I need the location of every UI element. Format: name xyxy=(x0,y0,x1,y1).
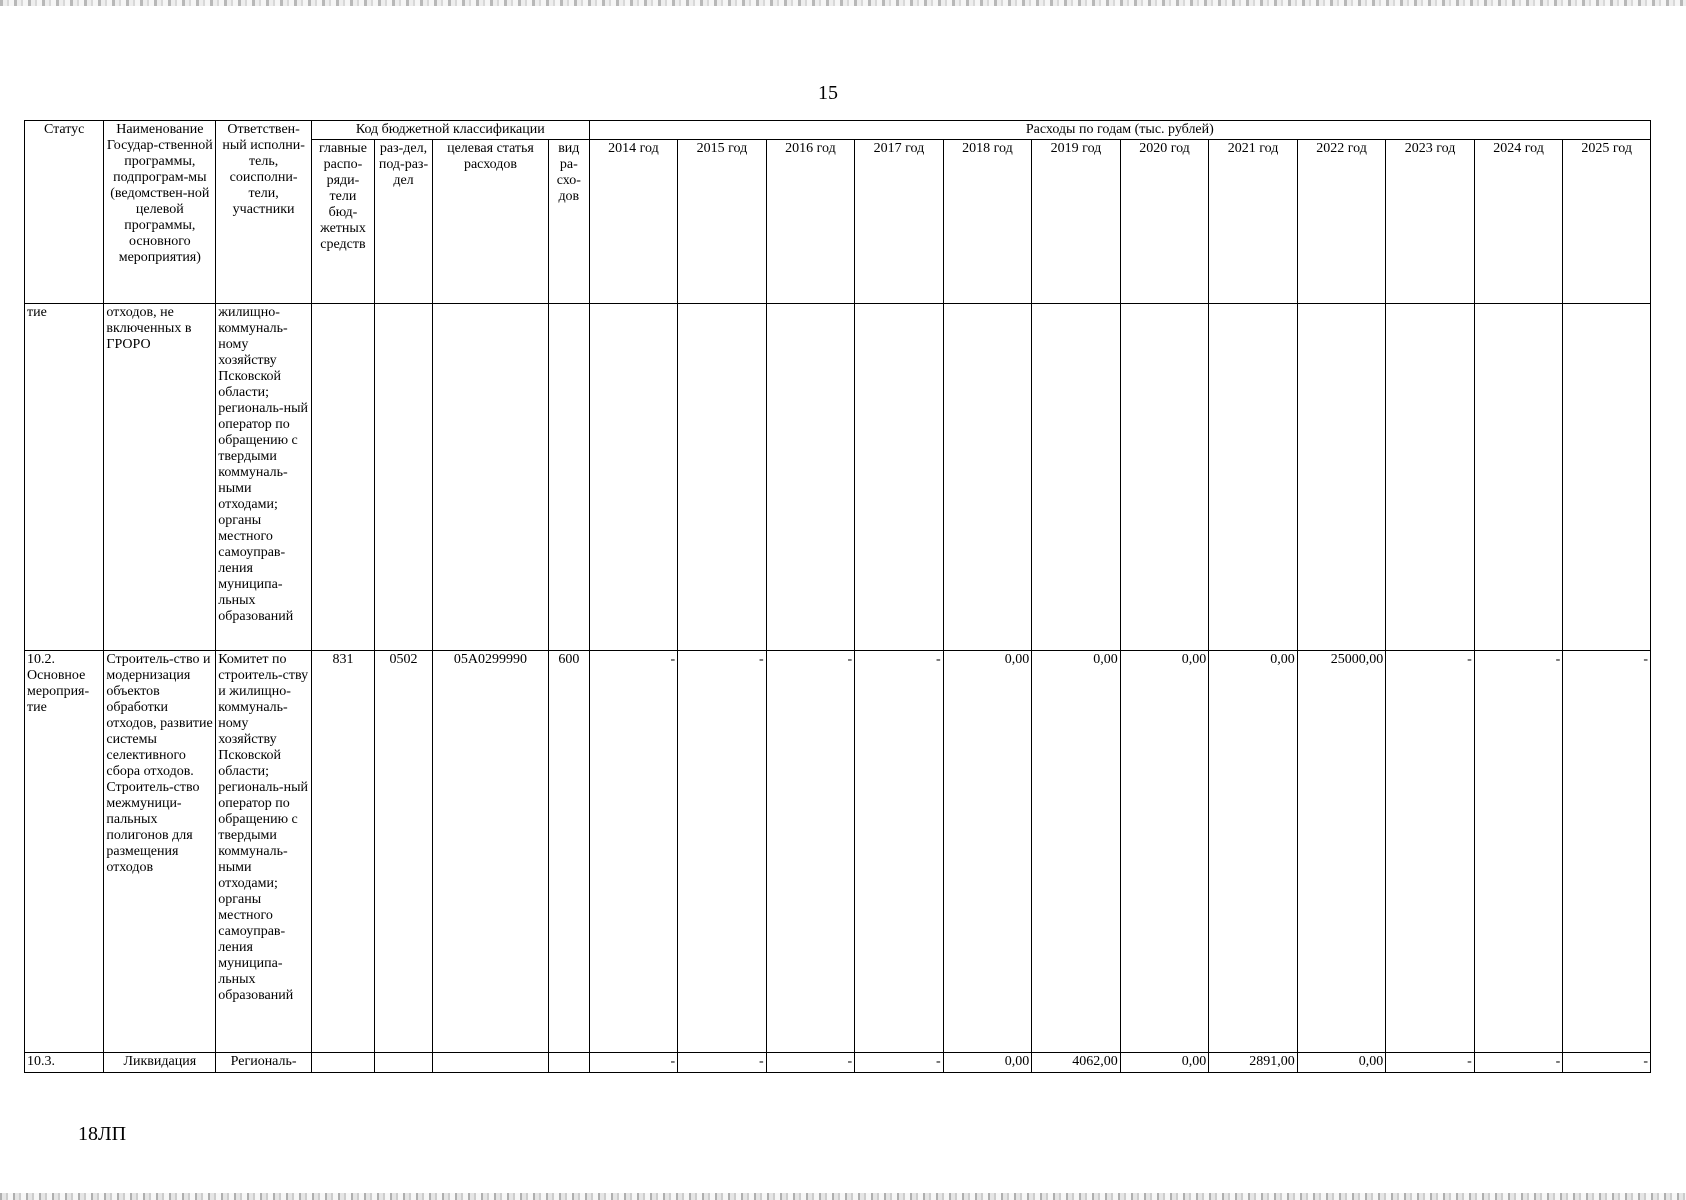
header-year: 2025 год xyxy=(1563,140,1651,304)
table-row xyxy=(25,304,1651,651)
header-year: 2019 год xyxy=(1032,140,1121,304)
header-year: 2024 год xyxy=(1474,140,1563,304)
header-grbs: главные распо-ряди-тели бюд-жетных средств xyxy=(311,140,374,304)
cell-value: - xyxy=(1386,1053,1475,1073)
header-target: целевая статья расходов xyxy=(432,140,548,304)
cell-value: - xyxy=(1563,651,1651,1053)
cell-status: тие xyxy=(25,304,104,651)
header-status: Статус xyxy=(25,121,104,304)
cell-status: 10.2. Основное мероприя-тие xyxy=(25,651,104,1053)
cell-value: - xyxy=(589,1053,678,1073)
header-year: 2021 год xyxy=(1209,140,1298,304)
cell-value: - xyxy=(1474,651,1563,1053)
cell-expense-type: 600 xyxy=(548,651,589,1053)
cell-value: 2891,00 xyxy=(1209,1053,1298,1073)
cell-name: Строитель-ство и модернизация объектов обработки отходов, развитие системы селективного сбора отходов. Строитель-ство межмуници-пальных полигонов для размещения отходов xyxy=(104,651,216,1053)
cell-name: Ликвидация xyxy=(104,1053,216,1073)
cell-value: - xyxy=(1474,1053,1563,1073)
cell-value: - xyxy=(1563,1053,1651,1073)
cell-value xyxy=(1297,304,1386,651)
footer-code: 18ЛП xyxy=(78,1123,127,1145)
cell-value xyxy=(1474,304,1563,651)
cell-value: 0,00 xyxy=(943,651,1032,1053)
cell-grbs xyxy=(311,304,374,651)
cell-grbs: 831 xyxy=(311,651,374,1053)
cell-value xyxy=(678,304,767,651)
header-year: 2017 год xyxy=(855,140,944,304)
header-year: 2022 год xyxy=(1297,140,1386,304)
budget-table xyxy=(24,120,1651,1073)
cell-expense-type xyxy=(548,304,589,651)
header-expense-type: вид ра-схо-дов xyxy=(548,140,589,304)
cell-section xyxy=(375,1053,433,1073)
cell-value xyxy=(1563,304,1651,651)
cell-value: 0,00 xyxy=(1120,1053,1209,1073)
header-row-1 xyxy=(25,121,1651,140)
cell-value: - xyxy=(1386,651,1475,1053)
cell-executor: Комитет по строитель-ству и жилищно-коммуналь-ному хозяйству Псковской области; региональ-ный оператор по обращению с твердыми коммуналь-ными отходами; органы местного самоуправ-ления муниципа-льных образований xyxy=(216,651,312,1053)
cell-value: - xyxy=(678,651,767,1053)
cell-value: 0,00 xyxy=(1209,651,1298,1053)
cell-section xyxy=(375,304,433,651)
header-expenses: Расходы по годам (тыс. рублей) xyxy=(589,121,1650,140)
cell-value: - xyxy=(766,651,855,1053)
cell-value: 0,00 xyxy=(1032,651,1121,1053)
cell-value xyxy=(1209,304,1298,651)
cell-value xyxy=(855,304,944,651)
cell-value: - xyxy=(766,1053,855,1073)
cell-value: 0,00 xyxy=(1120,651,1209,1053)
cell-value xyxy=(943,304,1032,651)
cell-grbs xyxy=(311,1053,374,1073)
cell-value: 0,00 xyxy=(1297,1053,1386,1073)
header-year: 2023 год xyxy=(1386,140,1475,304)
cell-value xyxy=(1386,304,1475,651)
cell-value: - xyxy=(855,1053,944,1073)
cell-executor: Региональ- xyxy=(216,1053,312,1073)
cell-value xyxy=(766,304,855,651)
scan-edge-top xyxy=(0,0,1686,6)
cell-target xyxy=(432,1053,548,1073)
header-executor: Ответствен-ный исполни-тель, соисполни-тели, участники xyxy=(216,121,312,304)
cell-value xyxy=(589,304,678,651)
cell-value: - xyxy=(678,1053,767,1073)
header-name: Наименование Государ-ственной программы, подпрограм-мы (ведомствен-ной целевой программы, основного мероприятия) xyxy=(104,121,216,304)
cell-expense-type xyxy=(548,1053,589,1073)
cell-value: 0,00 xyxy=(943,1053,1032,1073)
cell-section: 0502 xyxy=(375,651,433,1053)
cell-target xyxy=(432,304,548,651)
scan-edge-bottom xyxy=(0,1193,1686,1200)
header-budget-code: Код бюджетной классификации xyxy=(311,121,589,140)
header-year: 2018 год xyxy=(943,140,1032,304)
header-year: 2016 год xyxy=(766,140,855,304)
cell-value xyxy=(1120,304,1209,651)
cell-value: - xyxy=(855,651,944,1053)
cell-value: 25000,00 xyxy=(1297,651,1386,1053)
cell-value: - xyxy=(589,651,678,1053)
table-row xyxy=(25,1053,1651,1073)
header-year: 2020 год xyxy=(1120,140,1209,304)
header-year: 2015 год xyxy=(678,140,767,304)
cell-status: 10.3. xyxy=(25,1053,104,1073)
table-row xyxy=(25,651,1651,1053)
cell-executor: жилищно-коммуналь-ному хозяйству Псковской области; региональ-ный оператор по обращению с твердыми коммуналь-ными отходами; органы местного самоуправ-ления муниципа-льных образований xyxy=(216,304,312,651)
cell-target: 05А0299990 xyxy=(432,651,548,1053)
header-section: раз-дел, под-раз-дел xyxy=(375,140,433,304)
page-number: 15 xyxy=(818,82,838,104)
cell-value xyxy=(1032,304,1121,651)
cell-name: отходов, не включенных в ГРОРО xyxy=(104,304,216,651)
cell-value: 4062,00 xyxy=(1032,1053,1121,1073)
header-year: 2014 год xyxy=(589,140,678,304)
